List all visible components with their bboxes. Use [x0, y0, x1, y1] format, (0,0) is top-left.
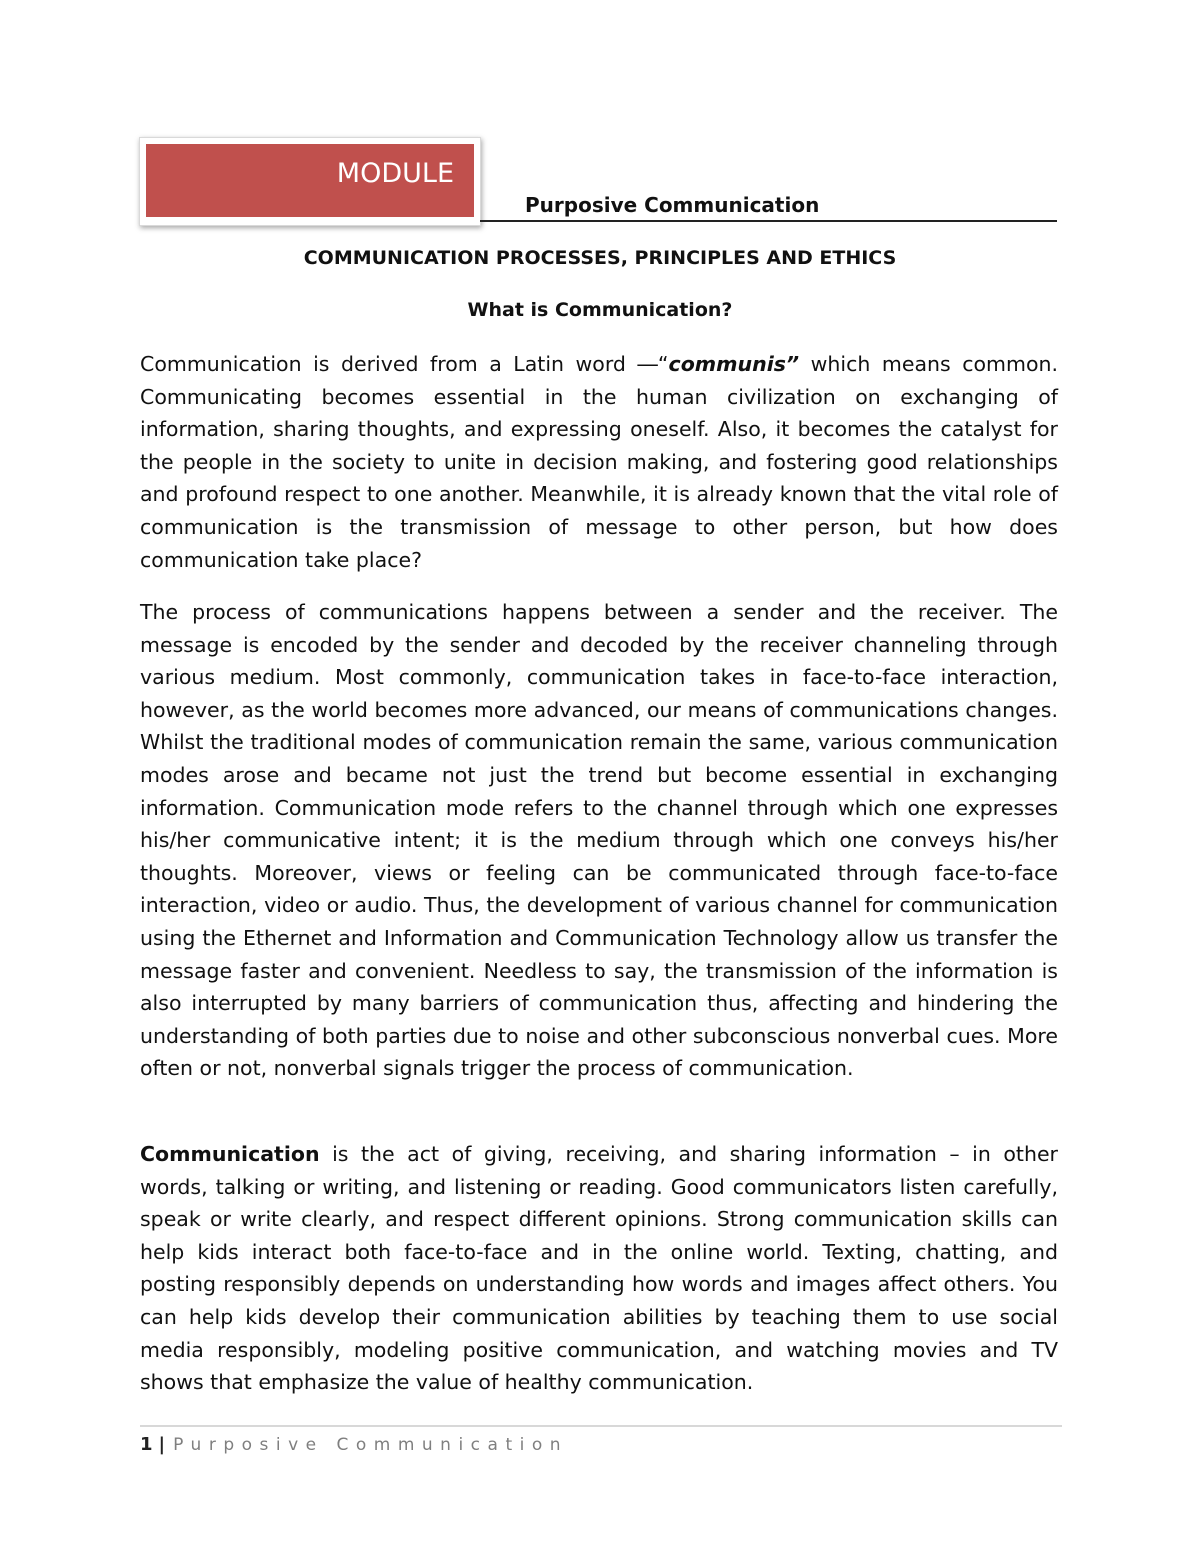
latin-term: communis”: [668, 352, 800, 376]
page-number: 1: [140, 1434, 153, 1455]
section-heading: What is Communication?: [467, 299, 733, 321]
footer-title: Purposive Communication: [173, 1435, 569, 1455]
module-label: MODULE: [336, 158, 454, 189]
paragraph-communication-rest: is the act of giving, receiving, and sharing information – in other words, talking or writing, and listening or reading. Good communicators listen carefully, speak or write clearly, and respect different opinions. Strong communication skills can help kids interact both face-to-face and in the online world. Texting, chatting, and posting responsibly depends on understanding how words and images affect others. You can help kids develop their communication abilities by teaching them to use social media responsibly, modeling positive communication, and watching movies and TV shows that emphasize the value of healthy communication.: [140, 1142, 1058, 1395]
paragraph-definition: [140, 348, 1058, 576]
paragraph-definition-start: Communication is derived from a Latin word ―“: [140, 352, 669, 376]
module-banner: [139, 137, 481, 226]
header-divider: [480, 220, 1057, 222]
module-banner-fill: [146, 144, 474, 217]
footer-separator: |: [158, 1434, 166, 1455]
paragraph-process: The process of communications happens between a sender and the receiver. The message is encoded by the sender and decoded by the receiver channeling through various medium. Most commonly, communication takes in face-to-face interaction, however, as the world becomes more advanced, our means of communications changes. Whilst the traditional modes of communication remain the same, various communication modes arose and became not just the trend but become essential in exchanging information. Communication mode refers to the channel through which one expresses his/her communicative intent; it is the medium through which one conveys his/her thoughts. Moreover, views or feeling can be communicated through face-to-face interaction, video or audio. Thus, the development of various channel for communication using the Ethernet and Information and Communication Technology allow us transfer the message faster and convenient. Needless to say, the transmission of the information is also interrupted by many barriers of communication thus, affecting and hindering the understanding of both parties due to noise and other subconscious nonverbal cues. More often or not, nonverbal signals trigger the process of communication.: [140, 600, 1058, 1081]
communication-term: Communication: [140, 1142, 320, 1166]
main-heading: COMMUNICATION PROCESSES, PRINCIPLES AND ETHICS: [303, 247, 897, 269]
footer-divider: [140, 1425, 1062, 1427]
paragraph-definition-rest: which means common. Communicating becomes essential in the human civilization on exchanging of information, sharing thoughts, and expressing oneself. Also, it becomes the catalyst for the people in the society to unite in decision making, and fostering good relationships and profound respect to one another. Meanwhile, it is already known that the vital role of communication is the transmission of message to other person, but how does communication take place?: [140, 352, 1059, 572]
page-footer: [140, 1434, 568, 1455]
paragraph-communication: [140, 1138, 1058, 1399]
course-title: Purposive Communication: [525, 193, 820, 217]
